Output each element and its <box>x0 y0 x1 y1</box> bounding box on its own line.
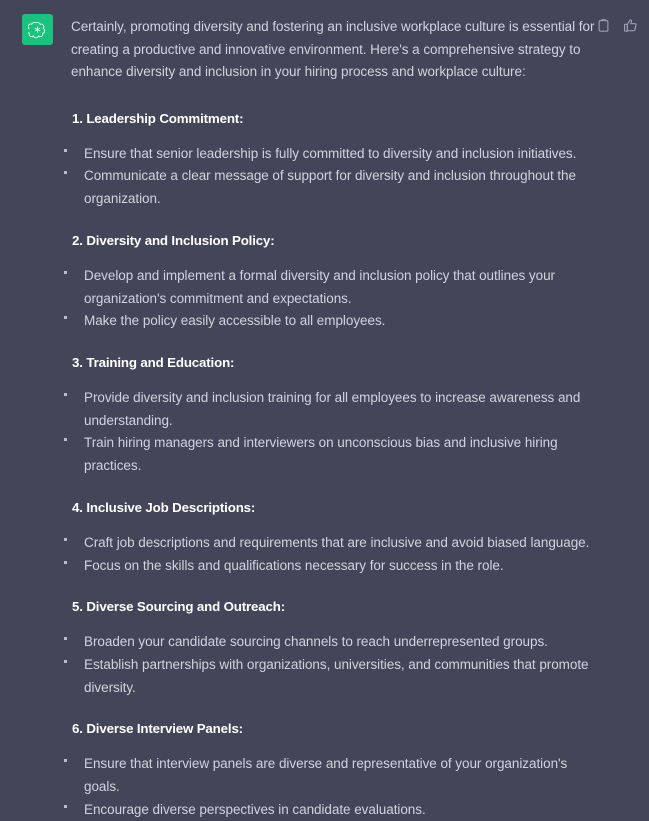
section-3 <box>71 333 596 478</box>
list-item-text: Ensure that interview panels are diverse and representative of your organization's goals. <box>84 756 568 795</box>
section-heading: 4. Inclusive Job Descriptions: <box>72 499 256 515</box>
section-bullets <box>71 631 596 699</box>
list-item <box>71 432 596 477</box>
list-item-text: Provide diversity and inclusion training for all employees to increase awareness and understanding. <box>84 390 581 428</box>
list-item-text: Communicate a clear message of support for diversity and inclusion throughout the organization. <box>84 168 576 207</box>
list-item <box>71 165 596 210</box>
message-content <box>71 16 596 821</box>
list-item-text: Broaden your candidate sourcing channels to reach underrepresented groups. <box>84 634 548 650</box>
list-item-text: Encourage diverse perspectives in candidate evaluations. <box>84 801 426 817</box>
bullet-marker-icon <box>64 393 67 396</box>
section-bullets <box>71 387 596 478</box>
list-item-text: Establish partnerships with organizations, universities, and communities that promote diversity. <box>84 656 589 695</box>
assistant-avatar <box>22 14 53 45</box>
list-item <box>71 532 596 555</box>
section-bullets <box>71 753 596 821</box>
section-2 <box>71 211 596 333</box>
list-item-text: Ensure that senior leadership is fully committed to diversity and inclusion initiatives. <box>84 145 577 161</box>
section-5 <box>71 577 596 699</box>
section-heading: 5. Diverse Sourcing and Outreach: <box>72 599 286 615</box>
section-heading: 6. Diverse Interview Panels: <box>72 721 243 737</box>
list-item <box>71 310 596 333</box>
list-item-text: Craft job descriptions and requirements that are inclusive and avoid biased language. <box>84 534 590 550</box>
bullet-marker-icon <box>64 149 67 152</box>
section-bullets <box>71 532 596 577</box>
list-item-text: Focus on the skills and qualifications necessary for success in the role. <box>84 557 504 573</box>
list-item <box>71 654 596 699</box>
list-item <box>71 799 596 821</box>
list-item-text: Develop and implement a formal diversity and inclusion policy that outlines your organization's commitment and expectations. <box>84 267 555 306</box>
bullet-marker-icon <box>64 561 67 564</box>
section-bullets <box>71 143 596 211</box>
list-item-text: Train hiring managers and interviewers on unconscious bias and inclusive hiring practices. <box>84 435 558 474</box>
section-heading: 3. Training and Education: <box>72 355 235 370</box>
message-actions <box>595 17 639 34</box>
list-item-text: Make the policy easily accessible to all employees. <box>84 313 386 329</box>
bullet-marker-icon <box>64 538 67 541</box>
section-6 <box>71 699 596 821</box>
section-4 <box>71 478 596 577</box>
list-item <box>71 387 596 432</box>
list-item <box>71 555 596 578</box>
intro-paragraph: Certainly, promoting diversity and fostering an inclusive workplace culture is essential for creating a productive and innovative environment. Here's a comprehensive strategy to enhance diversity and inclusion in your hiring process and workplace culture: <box>71 19 595 80</box>
section-bullets <box>71 265 596 333</box>
bullet-marker-icon <box>64 271 67 274</box>
thumbs-up-icon[interactable] <box>622 17 639 34</box>
bullet-marker-icon <box>64 171 67 174</box>
bullet-marker-icon <box>64 660 67 663</box>
list-item <box>71 631 596 654</box>
list-item <box>71 753 596 798</box>
openai-logo-icon <box>28 20 47 39</box>
section-heading: 1. Leadership Commitment: <box>72 110 244 126</box>
list-item <box>71 143 596 166</box>
bullet-marker-icon <box>64 438 67 441</box>
bullet-marker-icon <box>64 637 67 640</box>
section-heading: 2. Diversity and Inclusion Policy: <box>72 232 275 248</box>
bullet-marker-icon <box>64 805 67 808</box>
bullet-marker-icon <box>64 759 67 762</box>
section-1 <box>71 96 596 211</box>
list-item <box>71 265 596 310</box>
bullet-marker-icon <box>64 316 67 319</box>
copy-icon[interactable] <box>595 17 612 34</box>
